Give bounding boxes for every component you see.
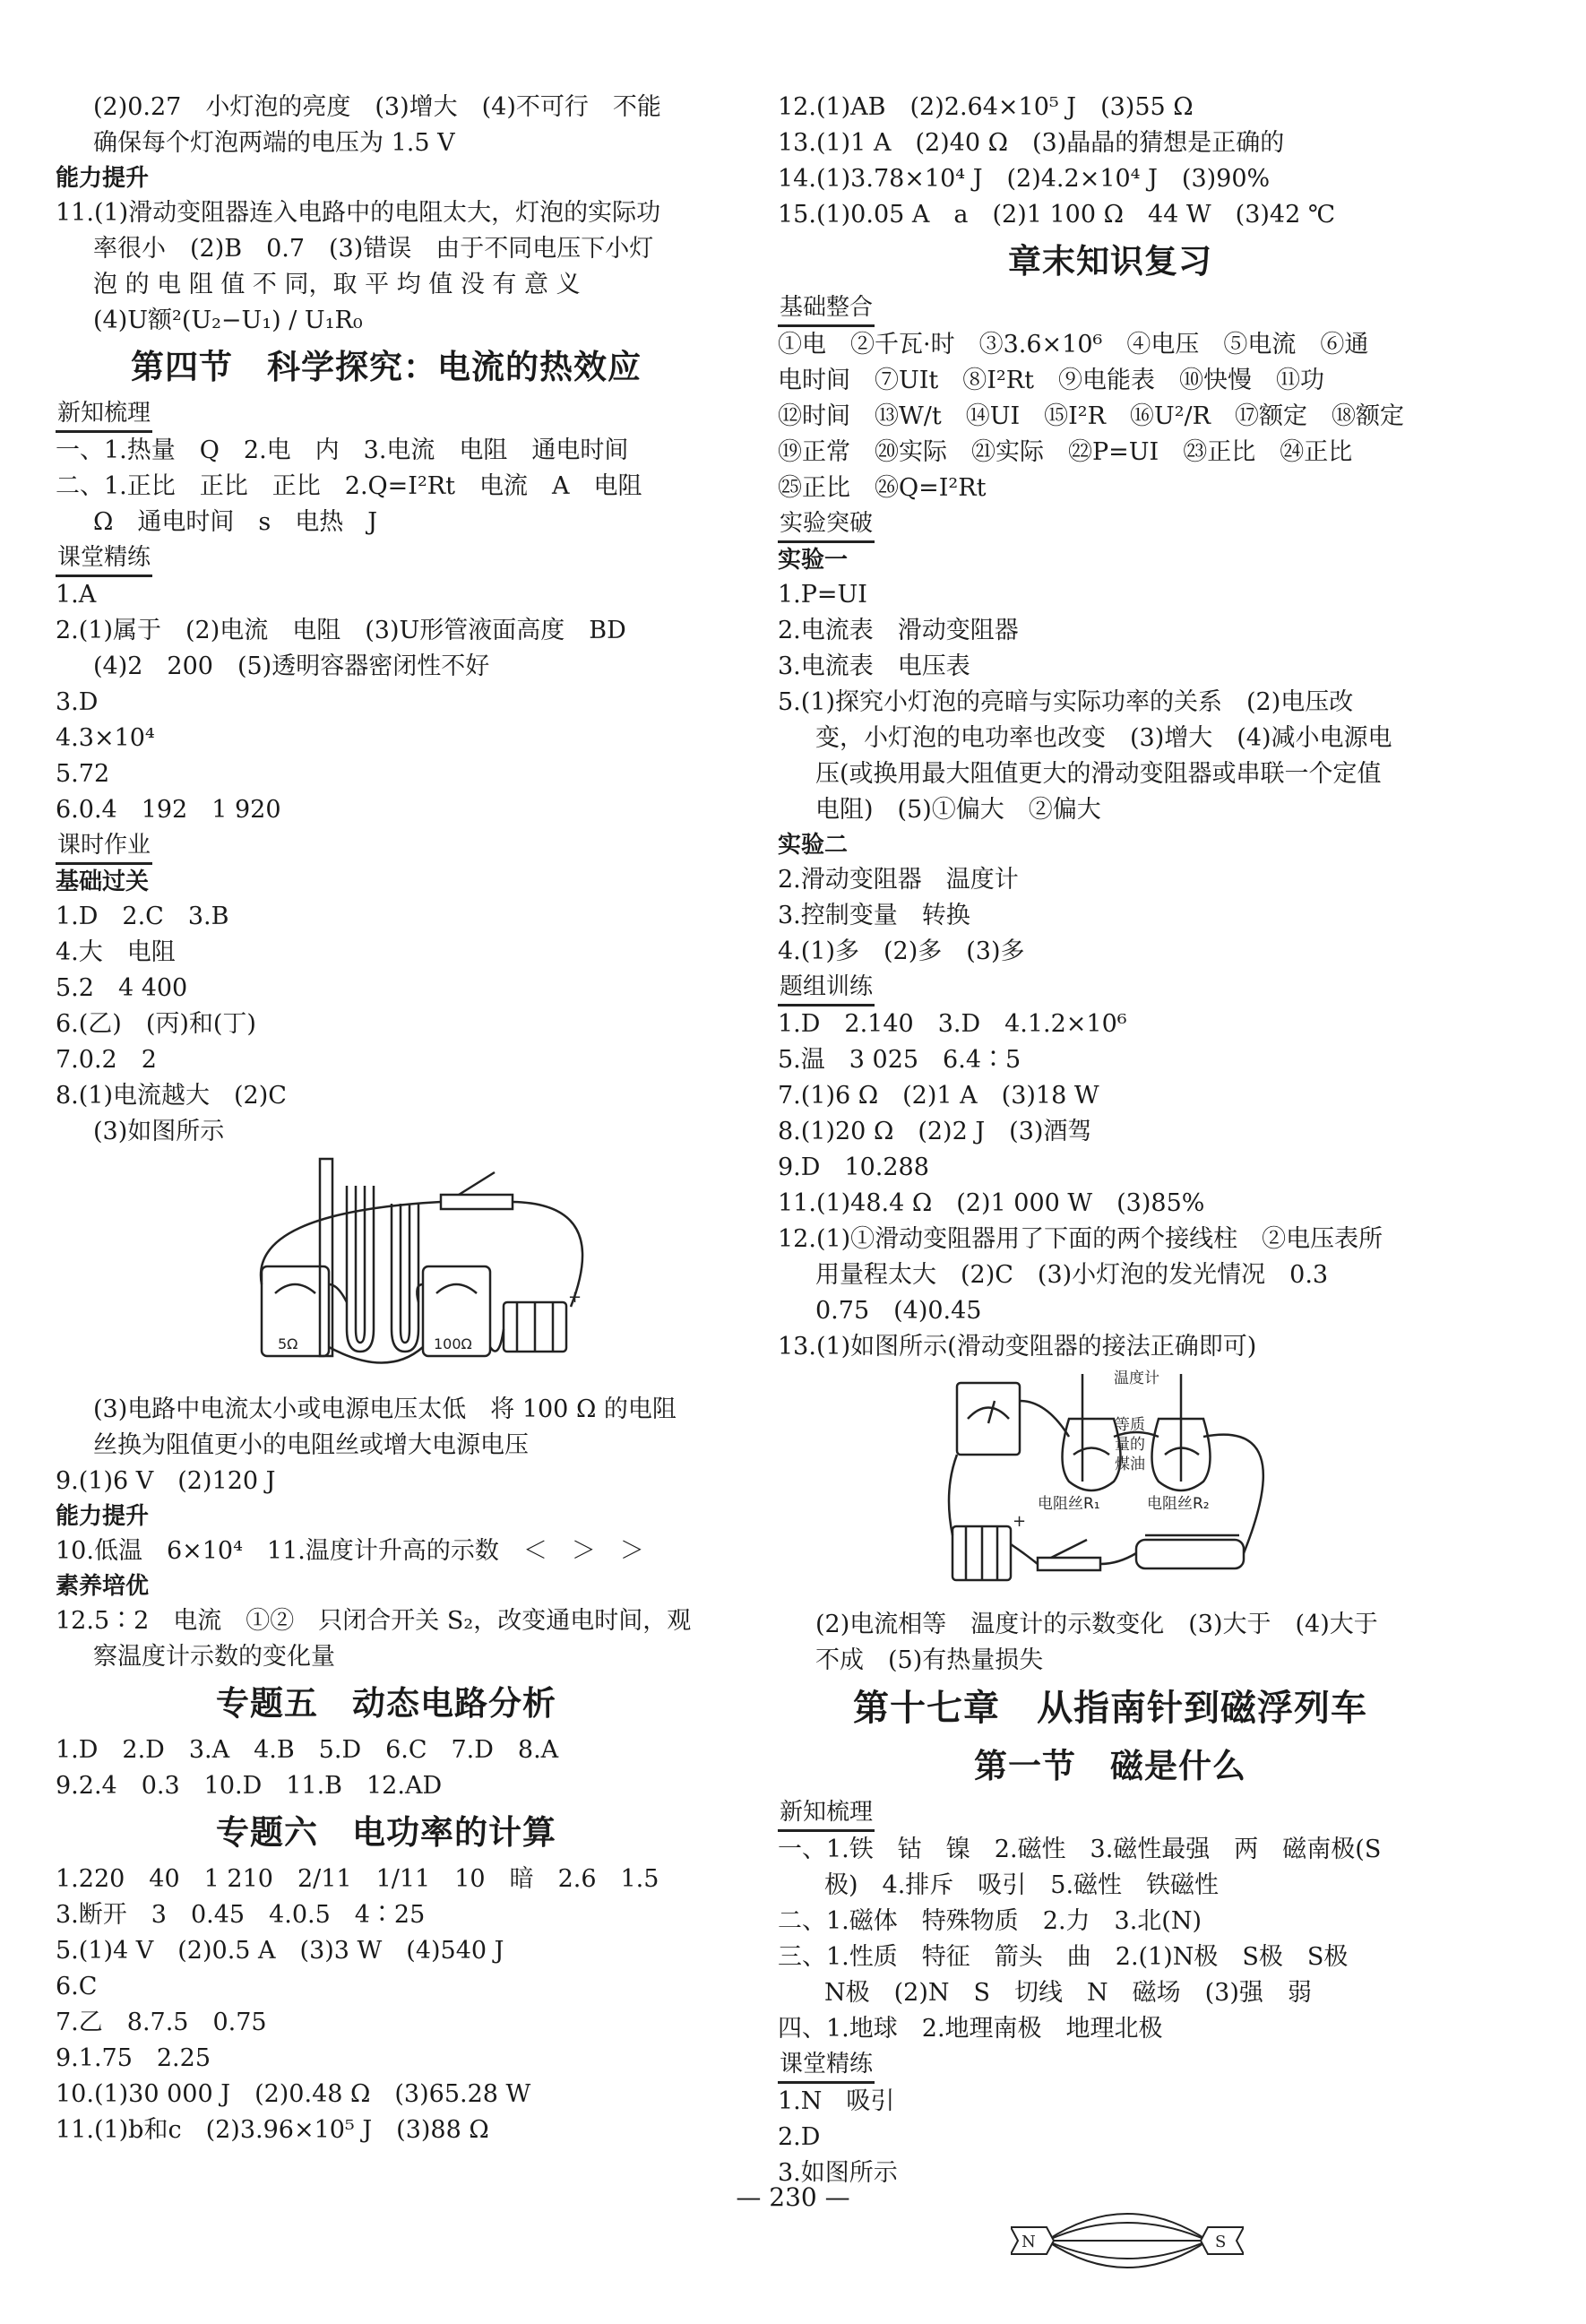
- answer-line: 1.D 2.C 3.B: [56, 903, 229, 930]
- answer-line: 确保每个灯泡两端的电压为 1.5 V: [93, 129, 455, 157]
- answer-line: 5.72: [56, 760, 110, 788]
- right-column: [778, 90, 1443, 2290]
- line-wrapper: [56, 1392, 717, 1428]
- answer-line: ①电 ②千瓦·时 ③3.6×10⁶ ④电压 ⑤电流 ⑥通: [778, 331, 1369, 359]
- answer-line: ⑫时间 ⑬W/t ⑭UI ⑮I²R ⑯U²/R ⑰额定 ⑱额定: [778, 402, 1404, 430]
- answer-line: 2.(1)属于 (2)电流 电阻 (3)U形管液面高度 BD: [56, 617, 626, 644]
- answer-line: 12.(1)①滑动变阻器用了下面的两个接线柱 ②电压表所: [778, 1225, 1383, 1253]
- line-wrapper: [778, 577, 1443, 613]
- line-wrapper: [778, 649, 1443, 685]
- page-number: — 230 —: [736, 2182, 850, 2212]
- line-wrapper: [778, 1006, 1443, 1042]
- kerosene-label: 煤油: [1115, 1456, 1145, 1473]
- answer-line: 1.D 2.D 3.A 4.B 5.D 6.C 7.D 8.A: [56, 1736, 559, 1764]
- line-wrapper: [778, 506, 1443, 543]
- answer-line: 7.乙 8.7.5 0.75: [56, 2009, 267, 2036]
- answer-line: 3.控制变量 转换: [778, 902, 970, 929]
- line-wrapper: [778, 1868, 1443, 1904]
- line-wrapper: [778, 233, 1443, 290]
- line-wrapper: [56, 1933, 717, 1969]
- answer-line: 变，小灯泡的电功率也改变 (3)增大 (4)减小电源电: [815, 724, 1392, 752]
- answer-line: 用量程太大 (2)C (3)小灯泡的发光情况 0.3: [815, 1261, 1329, 1289]
- section-tag: 课堂精练: [778, 2047, 875, 2084]
- subsection-label: 基础过关: [56, 868, 150, 895]
- line-wrapper: [778, 2084, 1443, 2120]
- resistor-100-label: 100Ω: [434, 1335, 472, 1352]
- line-wrapper: [56, 1533, 717, 1569]
- answer-line: 13.(1)1 A (2)40 Ω (3)晶晶的猜想是正确的: [778, 129, 1285, 157]
- line-wrapper: [778, 1643, 1443, 1679]
- line-wrapper: [56, 1768, 717, 1804]
- line-wrapper: [56, 1804, 717, 1862]
- line-wrapper: [56, 1675, 717, 1732]
- answer-line: 8.(1)电流越大 (2)C: [56, 1082, 287, 1110]
- line-wrapper: [56, 161, 717, 195]
- line-wrapper: [56, 2112, 717, 2148]
- line-wrapper: [56, 125, 717, 161]
- line-wrapper: [56, 1114, 717, 1150]
- answer-line: 4.大 电阻: [56, 938, 176, 966]
- line-wrapper: [778, 792, 1443, 828]
- line-wrapper: [56, 396, 717, 433]
- line-wrapper: [56, 540, 717, 577]
- line-wrapper: [56, 577, 717, 613]
- line-wrapper: [778, 399, 1443, 435]
- line-wrapper: [56, 1078, 717, 1114]
- line-wrapper: [778, 435, 1443, 471]
- line-wrapper: [778, 363, 1443, 399]
- answer-line: 9.2.4 0.3 10.D 11.B 12.AD: [56, 1772, 443, 1800]
- answer-line: N极 (2)N S 切线 N 磁场 (3)强 弱: [824, 1979, 1312, 2007]
- answer-line: 察温度计示数的变化量: [93, 1643, 335, 1671]
- wire-r2-label: 电阻丝R₂: [1147, 1495, 1210, 1513]
- answer-line: 7.(1)6 Ω (2)1 A (3)18 W: [778, 1082, 1099, 1110]
- equal-mass-label-2: 量的: [1115, 1436, 1145, 1454]
- heating-experiment-figure: [235, 1150, 629, 1392]
- answer-line: 9.D 10.288: [778, 1153, 929, 1181]
- line-wrapper: [778, 1042, 1443, 1078]
- section-title: 第一节 磁是什么: [974, 1747, 1246, 1785]
- answer-line: 泡 的 电 阻 值 不 同，取 平 均 值 没 有 意 义: [93, 271, 581, 298]
- subsection-label: 素养培优: [56, 1573, 150, 1600]
- line-wrapper: [56, 1897, 717, 1933]
- answer-line: 12.5∶2 电流 ①② 只闭合开关 S₂，改变通电时间，观: [56, 1607, 692, 1635]
- answer-line: 2.D: [778, 2123, 821, 2151]
- section-tag: 新知梳理: [56, 396, 152, 433]
- line-wrapper: [778, 1975, 1443, 2011]
- answer-line: 15.(1)0.05 A a (2)1 100 Ω 44 W (3)42 ℃: [778, 201, 1336, 229]
- equal-mass-label-1: 等质: [1115, 1416, 1145, 1434]
- line-wrapper: [778, 1186, 1443, 1222]
- answer-line: 2.滑动变阻器 温度计: [778, 866, 1019, 894]
- line-wrapper: [778, 90, 1443, 125]
- line-wrapper: [56, 303, 717, 339]
- line-wrapper: [56, 935, 717, 971]
- line-wrapper: [56, 433, 717, 469]
- section-title: 专题五 动态电路分析: [216, 1684, 556, 1723]
- line-wrapper: [778, 1257, 1443, 1293]
- subsection-label: 能力提升: [56, 1503, 150, 1530]
- answer-line: 四、1.地球 2.地理南极 地理北极: [778, 2015, 1163, 2043]
- answer-line: (2)电流相等 温度计的示数变化 (3)大于 (4)大于: [815, 1611, 1378, 1638]
- coal-oil-experiment-figure: [939, 1365, 1333, 1607]
- answer-line: 5.2 4 400: [56, 974, 188, 1002]
- line-wrapper: [56, 865, 717, 899]
- thermometer-label: 温度计: [1114, 1369, 1159, 1387]
- answer-line: (4)2 200 (5)透明容器密闭性不好: [93, 652, 490, 680]
- line-wrapper: [778, 1293, 1443, 1329]
- answer-line: 一、1.铁 钴 镍 2.磁性 3.磁性最强 两 磁南极(S: [778, 1836, 1382, 1863]
- line-wrapper: [778, 1114, 1443, 1150]
- section-title: 第四节 科学探究：电流的热效应: [131, 348, 642, 386]
- line-wrapper: [778, 2011, 1443, 2047]
- answer-line: 9.(1)6 V (2)120 J: [56, 1467, 276, 1495]
- line-wrapper: [778, 970, 1443, 1006]
- answer-line: 0.75 (4)0.45: [815, 1297, 982, 1325]
- answer-line: (4)U额²(U₂−U₁) / U₁R₀: [93, 307, 363, 334]
- answer-line: 4.(1)多 (2)多 (3)多: [778, 937, 1025, 965]
- line-wrapper: [778, 197, 1443, 233]
- answer-line: (3)电路中电流太小或电源电压太低 将 100 Ω 的电阻: [93, 1395, 677, 1423]
- line-wrapper: [778, 543, 1443, 577]
- line-wrapper: [56, 971, 717, 1006]
- line-wrapper: [56, 1969, 717, 2005]
- answer-line: 13.(1)如图所示(滑动变阻器的接法正确即可): [778, 1333, 1257, 1361]
- answer-line: 二、1.磁体 特殊物质 2.力 3.北(N): [778, 1907, 1202, 1935]
- answer-line: 不成 (5)有热量损失: [815, 1646, 1044, 1674]
- svg-text:+: +: [1013, 1512, 1027, 1531]
- answer-line: Ω 通电时间 s 电热 J: [93, 508, 378, 536]
- answer-line: 1.A: [56, 581, 97, 609]
- line-wrapper: [778, 1738, 1443, 1795]
- experiment-diagram-icon: [939, 1365, 1333, 1607]
- answer-line: 4.3×10⁴: [56, 724, 155, 752]
- line-wrapper: [778, 1078, 1443, 1114]
- line-wrapper: [778, 1222, 1443, 1257]
- subsection-label: 能力提升: [56, 165, 150, 192]
- section-tag: 基础整合: [778, 290, 875, 327]
- wire-r1-label: 电阻丝R₁: [1038, 1495, 1100, 1513]
- line-wrapper: [778, 1795, 1443, 1832]
- answer-line: 压(或换用最大阻值更大的滑动变阻器或串联一个定值: [815, 760, 1382, 788]
- line-wrapper: [56, 505, 717, 540]
- subsection-label: 实验一: [778, 547, 849, 574]
- line-wrapper: [778, 685, 1443, 721]
- line-wrapper: [56, 828, 717, 865]
- answer-line: 9.1.75 2.25: [56, 2044, 211, 2072]
- line-wrapper: [778, 1150, 1443, 1186]
- line-wrapper: [56, 339, 717, 396]
- answer-line: 1.N 吸引: [778, 2087, 895, 2115]
- answer-line: 3.D: [56, 688, 99, 716]
- answer-line: 1.220 40 1 210 2/11 1/11 10 暗 2.6 1.5: [56, 1865, 659, 1893]
- answer-line: 12.(1)AB (2)2.64×10⁵ J (3)55 Ω: [778, 93, 1194, 121]
- line-wrapper: [56, 1569, 717, 1603]
- section-title: 第十七章 从指南针到磁浮列车: [853, 1688, 1367, 1729]
- answer-line: 电阻) (5)①偏大 ②偏大: [815, 796, 1101, 824]
- line-wrapper: [56, 1862, 717, 1897]
- line-wrapper: [778, 2120, 1443, 2156]
- line-wrapper: [56, 721, 717, 756]
- section-tag: 课时作业: [56, 828, 152, 865]
- section-title: 专题六 电功率的计算: [216, 1813, 556, 1852]
- section-tag: 课堂精练: [56, 540, 152, 577]
- resistor-5-label: 5Ω: [278, 1335, 298, 1352]
- answer-line: (2)0.27 小灯泡的亮度 (3)增大 (4)不可行 不能: [93, 93, 661, 121]
- line-wrapper: [778, 2047, 1443, 2084]
- line-wrapper: [56, 649, 717, 685]
- answer-line: 二、1.正比 正比 正比 2.Q=I²Rt 电流 A 电阻: [56, 472, 642, 500]
- answer-line: 11.(1)滑动变阻器连入电路中的电阻太大，灯泡的实际功: [56, 199, 661, 227]
- answer-line: 6.0.4 192 1 920: [56, 796, 281, 824]
- south-pole-label: S: [1215, 2233, 1227, 2251]
- line-wrapper: [56, 1042, 717, 1078]
- line-wrapper: [56, 1006, 717, 1042]
- subsection-label: 实验二: [778, 832, 849, 859]
- answer-line: 5.温 3 025 6.4∶5: [778, 1046, 1021, 1074]
- line-wrapper: [778, 125, 1443, 161]
- north-pole-label: N: [1021, 2233, 1036, 2251]
- left-column: [56, 90, 717, 2148]
- line-wrapper: [56, 1603, 717, 1639]
- line-wrapper: [56, 195, 717, 231]
- section-tag: 新知梳理: [778, 1795, 875, 1832]
- line-wrapper: [778, 290, 1443, 327]
- line-wrapper: [56, 1428, 717, 1464]
- answer-line: 14.(1)3.78×10⁴ J (2)4.2×10⁴ J (3)90%: [778, 165, 1271, 193]
- answer-line: 10.(1)30 000 J (2)0.48 Ω (3)65.28 W: [56, 2080, 531, 2108]
- answer-line: 率很小 (2)B 0.7 (3)错误 由于不同电压下小灯: [93, 235, 654, 263]
- line-wrapper: [56, 1499, 717, 1533]
- line-wrapper: [778, 1329, 1443, 1365]
- answer-line: 3.断开 3 0.45 4.0.5 4∶25: [56, 1901, 426, 1929]
- line-wrapper: [778, 934, 1443, 970]
- answer-line: (3)如图所示: [93, 1118, 225, 1145]
- answer-line: 极) 4.排斥 吸引 5.磁性 铁磁性: [824, 1871, 1220, 1899]
- line-wrapper: [778, 1940, 1443, 1975]
- line-wrapper: [778, 1679, 1443, 1738]
- answer-line: 11.(1)48.4 Ω (2)1 000 W (3)85%: [778, 1189, 1205, 1217]
- answer-line: 3.电流表 电压表: [778, 652, 970, 680]
- line-wrapper: [56, 267, 717, 303]
- answer-line: ㉕正比 ㉖Q=I²Rt: [778, 474, 987, 502]
- line-wrapper: [778, 1607, 1443, 1643]
- line-wrapper: [778, 828, 1443, 862]
- line-wrapper: [56, 613, 717, 649]
- line-wrapper: [56, 231, 717, 267]
- line-wrapper: [778, 862, 1443, 898]
- answer-line: 11.(1)b和c (2)3.96×10⁵ J (3)88 Ω: [56, 2116, 489, 2144]
- circuit-diagram-icon: [235, 1150, 629, 1392]
- answer-line: 1.D 2.140 3.D 4.1.2×10⁶: [778, 1010, 1127, 1038]
- line-wrapper: [778, 1904, 1443, 1940]
- answer-line: 6.C: [56, 1973, 98, 2000]
- answer-line: 7.0.2 2: [56, 1046, 157, 1074]
- line-wrapper: [56, 1639, 717, 1675]
- answer-line: 5.(1)4 V (2)0.5 A (3)3 W (4)540 J: [56, 1937, 504, 1965]
- answer-line: 3.如图所示: [778, 2159, 898, 2187]
- line-wrapper: [778, 327, 1443, 363]
- line-wrapper: [56, 2041, 717, 2077]
- section-tag: 题组训练: [778, 970, 875, 1006]
- line-wrapper: [778, 756, 1443, 792]
- line-wrapper: [56, 469, 717, 505]
- answer-line: 1.P=UI: [778, 581, 867, 609]
- line-wrapper: [56, 756, 717, 792]
- answer-line: 一、1.热量 Q 2.电 内 3.电流 电阻 通电时间: [56, 436, 629, 464]
- section-title: 章末知识复习: [1008, 242, 1212, 281]
- line-wrapper: [56, 2005, 717, 2041]
- line-wrapper: [56, 1464, 717, 1499]
- line-wrapper: [56, 1732, 717, 1768]
- answer-line: 10.低温 6×10⁴ 11.温度计升高的示数 ＜ ＞ ＞: [56, 1537, 644, 1565]
- answer-line: 5.(1)探究小灯泡的亮暗与实际功率的关系 (2)电压改: [778, 688, 1354, 716]
- answer-line: 电时间 ⑦UIt ⑧I²Rt ⑨电能表 ⑩快慢 ⑪功: [778, 367, 1324, 394]
- answer-line: 8.(1)20 Ω (2)2 J (3)酒驾: [778, 1118, 1092, 1145]
- answer-line: 2.电流表 滑动变阻器: [778, 617, 1019, 644]
- line-wrapper: [778, 613, 1443, 649]
- line-wrapper: [56, 792, 717, 828]
- line-wrapper: [56, 899, 717, 935]
- line-wrapper: [778, 471, 1443, 506]
- line-wrapper: [56, 90, 717, 125]
- svg-text:+: +: [568, 1288, 582, 1307]
- line-wrapper: [56, 2077, 717, 2112]
- line-wrapper: [778, 1832, 1443, 1868]
- line-wrapper: [56, 685, 717, 721]
- answer-line: 6.(乙) (丙)和(丁): [56, 1010, 256, 1038]
- answer-line: 丝换为阻值更小的电阻丝或增大电源电压: [93, 1431, 529, 1459]
- line-wrapper: [778, 898, 1443, 934]
- section-tag: 实验突破: [778, 506, 875, 543]
- line-wrapper: [778, 161, 1443, 197]
- answer-line: ⑲正常 ⑳实际 ㉑实际 ㉒P=UI ㉓正比 ㉔正比: [778, 438, 1353, 466]
- answer-line: 三、1.性质 特征 箭头 曲 2.(1)N极 S极 S极: [778, 1943, 1349, 1971]
- line-wrapper: [778, 721, 1443, 756]
